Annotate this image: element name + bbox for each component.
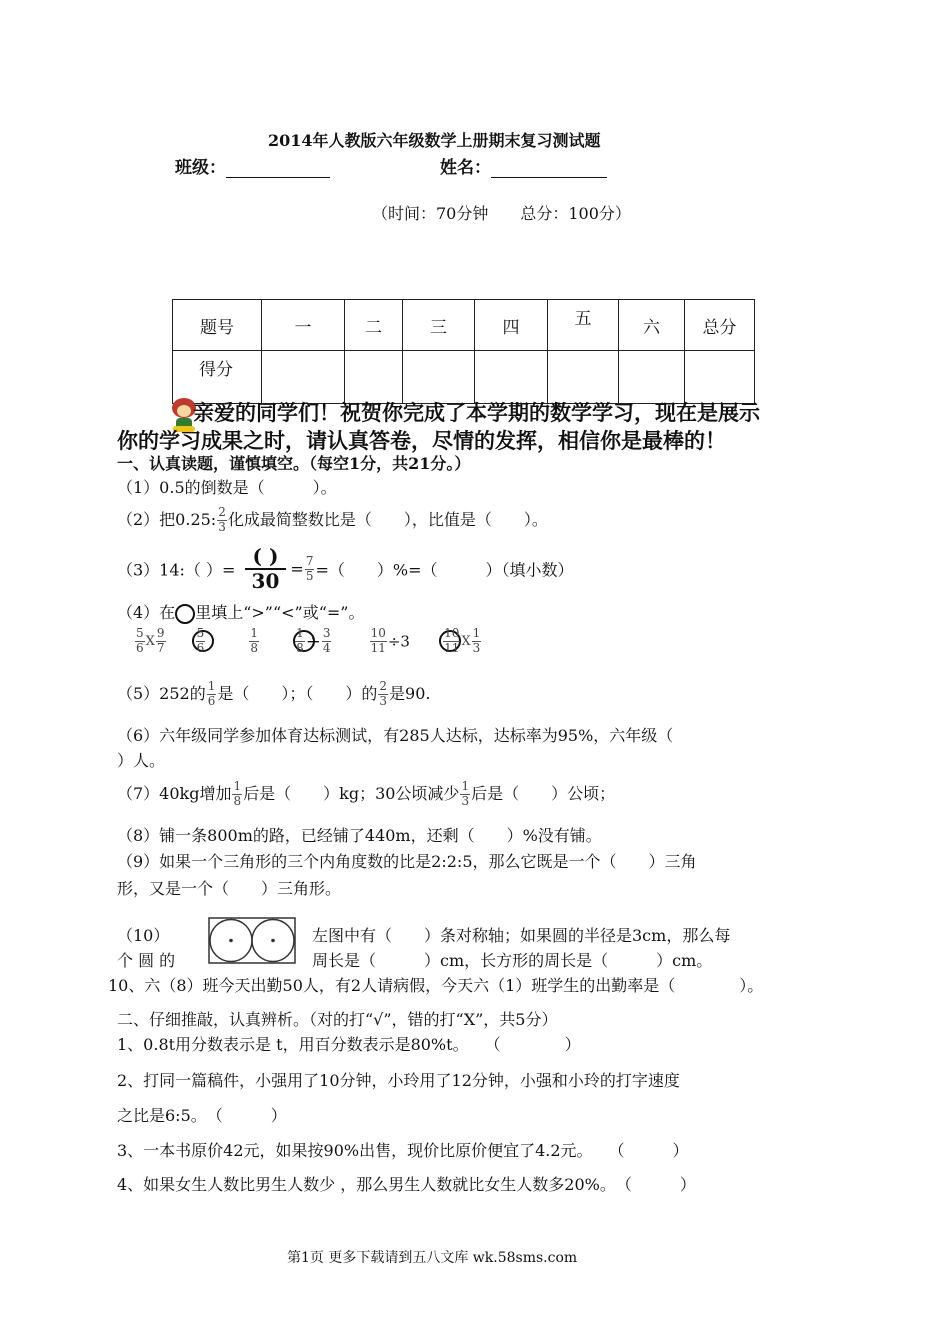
q4: [117, 600, 365, 624]
fraction: $\frac{9}{7}$: [156, 626, 165, 655]
q2-text-b: 化成最简整数比是（ ），比值是（ ）。: [227, 509, 548, 529]
header-cell: 二: [345, 300, 403, 351]
q10-line-2-a: 个 圆 的: [117, 951, 176, 970]
q7-fraction-2: $\frac{1}{3}$: [461, 779, 470, 808]
class-blank[interactable]: [226, 159, 330, 178]
fraction: $\frac{5}{6}$: [196, 626, 205, 655]
q6-line-1: （6）六年级同学参加体育达标测试，有285人达标，达标率为95%，六年级（: [117, 726, 674, 745]
score-cell[interactable]: [548, 351, 619, 404]
q3: [117, 545, 574, 593]
name-label: 姓名：: [440, 158, 491, 178]
s2-q3: 3、一本书原价42元，如果按90%出售，现价比原价便宜了4.2元。 （ ）: [117, 1141, 689, 1160]
s2-q4: 4、如果女生人数比男生人数少 ，那么男生人数就比女生人数多20%。 （ ）: [117, 1175, 696, 1194]
q7-text-b: 后是（ ）kg；30公顷减少: [243, 783, 460, 803]
score-cell[interactable]: [685, 351, 755, 404]
score-table: [172, 299, 755, 404]
fraction: $\frac{5}{6}$: [136, 626, 144, 655]
q6-line-2: ）人。: [117, 751, 166, 770]
intro-line-1: 亲爱的同学们！祝贺你完成了本学期的数学学习，现在是展示: [193, 400, 760, 425]
q10-line-1: 左图中有（ ）条对称轴；如果圆的半径是3cm，那么每: [312, 926, 731, 945]
score-cell[interactable]: [345, 351, 403, 404]
circle-icon: [175, 604, 195, 624]
fraction: $\frac{10}{11}$: [444, 626, 460, 655]
q3-text-a: （3）14:（ ）=: [117, 560, 236, 580]
section1-title: 一、认真读题，谨慎填空。（每空1分，共21分。）: [117, 454, 471, 473]
header-cell: 五: [548, 300, 619, 351]
header-cell: 四: [475, 300, 548, 351]
score-cell[interactable]: [403, 351, 475, 404]
name-field[interactable]: [440, 153, 607, 178]
q5-fraction-1: $\frac{1}{6}$: [207, 679, 216, 708]
q3-equals: =: [290, 559, 304, 579]
fraction: $\frac{1}{8}$: [250, 626, 259, 655]
q7-text-a: （7）40kg增加: [117, 783, 232, 803]
q1: （1）0.5的倒数是（ ）。: [117, 478, 337, 497]
q3-fraction: $\frac{7}{5}$: [305, 553, 314, 583]
q3-big-fraction: $\frac{( )}{30}$: [245, 545, 287, 593]
q11: 10、六（8）班今天出勤50人，有2人请病假，今天六（1）班学生的出勤率是（ ）。: [108, 976, 764, 995]
divide-three: ÷3: [387, 632, 410, 651]
s2-q1: 1、0.8t用分数表示是 t，用百分数表示是80%t。 （ ）: [117, 1035, 581, 1054]
q5-fraction-2: $\frac{2}{3}$: [379, 679, 388, 708]
score-cell[interactable]: [262, 351, 345, 404]
times-sign: X: [145, 633, 155, 649]
fraction: $\frac{3}{4}$: [322, 626, 331, 655]
intro-line-2: 你的学习成果之时，请认真答卷，尽情的发挥，相信你是最棒的！: [117, 428, 726, 453]
page-footer: 第1页 更多下载请到五八文库 wk.58sms.com: [287, 1250, 578, 1266]
times-sign: X: [461, 633, 471, 649]
header-cell: 三: [403, 300, 475, 351]
score-cell[interactable]: [619, 351, 685, 404]
q4-text-a: （4）在: [117, 603, 176, 622]
q2: [117, 506, 548, 535]
q4-comparisons: [134, 627, 482, 656]
two-circles-diagram: [208, 917, 296, 965]
fraction: $\frac{1}{8}$: [296, 626, 304, 655]
q7-text-c: 后是（ ）公顷；: [471, 783, 616, 803]
q3-text-c: =（ ）%=（ ）（填小数）: [315, 560, 574, 580]
fraction: $\frac{1}{3}$: [472, 626, 481, 655]
q10-line-2-b: 周长是（ ）cm，长方形的周长是（ ）cm。: [312, 951, 713, 970]
q2-text-a: （2）把0.25:: [117, 509, 217, 529]
s2-q2-line-1: 2、打同一篇稿件，小强用了10分钟，小玲用了12分钟，小强和小玲的打字速度: [117, 1071, 680, 1090]
q5-text-c: 是90.: [389, 683, 431, 703]
header-cell: 总分: [685, 300, 755, 351]
header-cell: 题号: [173, 300, 262, 351]
score-header-row: [173, 300, 755, 351]
score-row: [173, 351, 755, 404]
q5-text-b: 是（ ）；（ ）的: [217, 683, 378, 703]
q5: [117, 680, 430, 709]
s2-q2-line-2: 之比是6:5。 （ ）: [117, 1106, 287, 1125]
q9-line-2: 形，又是一个（ ）三角形。: [117, 879, 342, 898]
q9-line-1: （9）如果一个三角形的三个内角度数的比是2:2:5，那么它既是一个（ ）三角: [117, 852, 697, 871]
q2-fraction: $\frac{2}{3}$: [218, 505, 226, 534]
time-info: （时间：70分钟 总分：100分）: [372, 204, 631, 223]
class-field[interactable]: [175, 153, 330, 178]
page-title: 2014年人教版六年级数学上册期末复习测试题: [268, 131, 601, 150]
score-row-label: 得分: [173, 351, 262, 404]
score-cell[interactable]: [475, 351, 548, 404]
fraction: $\frac{10}{11}$: [370, 626, 386, 655]
class-label: 班级：: [175, 158, 226, 178]
q7: [117, 780, 615, 809]
section2-title: 二、仔细推敲，认真辨析。（对的打“√”，错的打“X”，共5分）: [117, 1010, 558, 1029]
q5-text-a: （5）252的: [117, 683, 206, 703]
name-blank[interactable]: [491, 159, 607, 178]
header-cell: 一: [262, 300, 345, 351]
q8: （8）铺一条800m的路，已经铺了440m，还剩（ ）%没有铺。: [117, 826, 602, 845]
divide-sign: ÷: [305, 630, 321, 652]
q10-number: （10）: [117, 926, 170, 945]
q7-fraction-1: $\frac{1}{8}$: [233, 779, 242, 808]
q4-text-b: 里填上“>”“<”或“=”。: [195, 603, 365, 622]
header-cell: 六: [619, 300, 685, 351]
